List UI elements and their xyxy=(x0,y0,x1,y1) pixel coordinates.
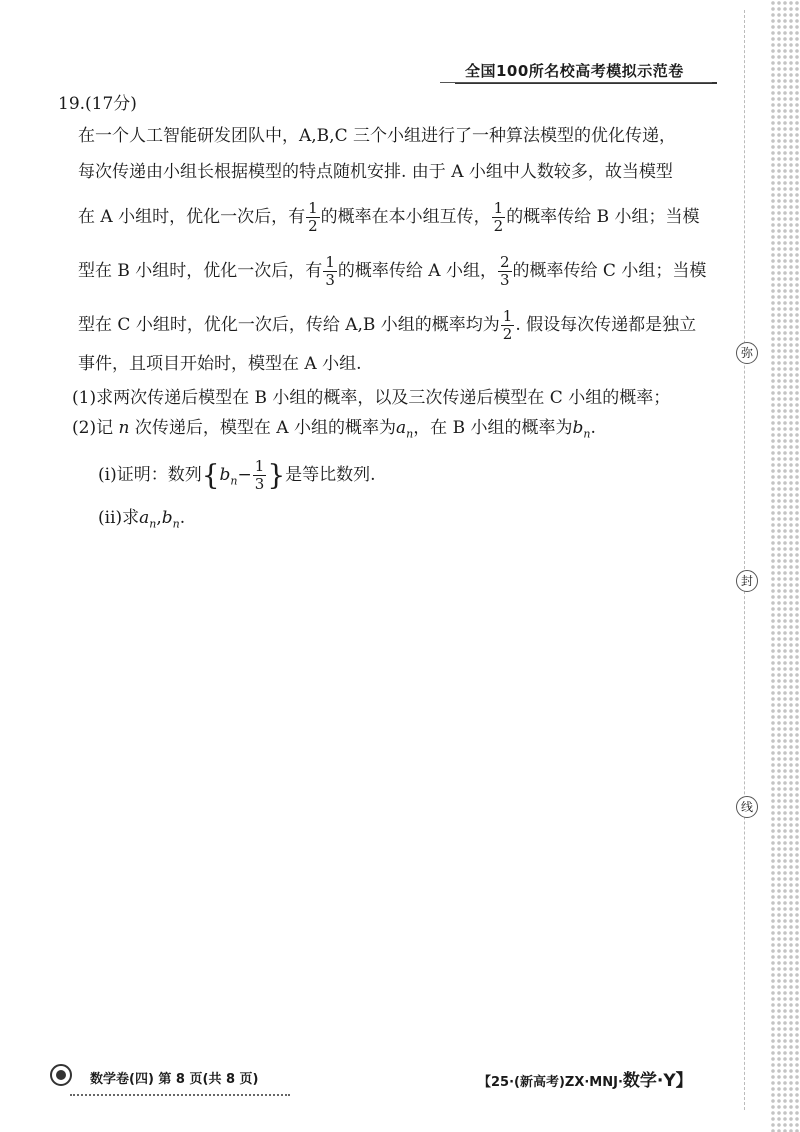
subscript-n: n xyxy=(406,427,414,441)
fraction-numerator: 1 xyxy=(502,307,513,325)
stem-line-6: 事件，且项目开始时，模型在 A 小组. xyxy=(78,354,362,374)
stem-text: (2)记 xyxy=(72,418,114,438)
subscript-n: n xyxy=(149,517,157,531)
question-number: 19.(17分) xyxy=(58,94,137,114)
fraction-numerator: 1 xyxy=(493,199,504,217)
stem-text: ，在 B 小组的概率为 xyxy=(413,418,573,438)
fraction-denominator: 3 xyxy=(254,475,265,493)
stem-line-1: 在一个人工智能研发团队中，A,B,C 三个小组进行了一种算法模型的优化传递， xyxy=(78,126,676,146)
stem-text: (ⅱ)求 xyxy=(98,508,140,528)
minus-sign: − xyxy=(237,465,252,485)
var-b: b xyxy=(219,465,231,485)
brace-left: { xyxy=(201,458,220,492)
stem-line-4 xyxy=(78,254,706,289)
stem-line-2: 每次传递由小组长根据模型的特点随机安排. 由于 A 小组中人数较多，故当模型 xyxy=(78,162,673,182)
stem-text: . 假设每次传递都是独立 xyxy=(515,315,697,335)
binding-dot-strip xyxy=(770,0,800,1132)
part-2 xyxy=(72,416,596,446)
fraction-denominator: 2 xyxy=(308,217,318,235)
stem-text: 的概率传给 C 小组；当模 xyxy=(512,261,707,281)
series-title: 全国100所名校高考模拟示范卷 xyxy=(465,62,684,80)
fraction-denominator: 3 xyxy=(499,271,510,289)
fraction-denominator: 2 xyxy=(502,325,513,343)
fraction-third xyxy=(253,458,267,493)
stem-text: . xyxy=(590,418,596,438)
stem-text: 是等比数列. xyxy=(285,465,376,485)
binding-seal-mi: 弥 xyxy=(736,342,758,364)
fraction-numerator: 1 xyxy=(308,199,318,217)
stem-text: 型在 C 小组时，优化一次后，传给 A,B 小组的概率均为 xyxy=(78,315,500,335)
binding-dashed-line xyxy=(744,10,745,1110)
fraction-denominator: 2 xyxy=(493,217,504,235)
stem-line-5 xyxy=(78,308,696,343)
fraction-numerator: 1 xyxy=(325,253,335,271)
stem-text: 次传递后，模型在 A 小组的概率为 xyxy=(134,418,396,438)
footer-page-info: 数学卷(四) 第 8 页(共 8 页) xyxy=(90,1072,259,1087)
subscript-n: n xyxy=(172,517,180,531)
footer-code xyxy=(478,1066,693,1091)
stem-text: (ⅰ)证明：数列 xyxy=(98,465,202,485)
stem-text: 在 A 小组时，优化一次后，有 xyxy=(78,207,306,227)
fraction-two-thirds xyxy=(498,254,512,289)
stem-text: . xyxy=(179,508,186,528)
var-b: b xyxy=(572,418,584,438)
fraction-half xyxy=(501,308,515,343)
var-b: b xyxy=(161,508,173,528)
stem-text: 型在 B 小组时，优化一次后，有 xyxy=(78,261,323,281)
subpart-ii xyxy=(98,506,185,536)
stem-line-3 xyxy=(78,200,700,235)
var-n: n xyxy=(118,418,130,438)
binding-seal-feng: 封 xyxy=(736,570,758,592)
subscript-n: n xyxy=(583,427,591,441)
fraction-half xyxy=(306,200,320,235)
part-1: (1)求两次传递后模型在 B 小组的概率，以及三次传递后模型在 C 小组的概率； xyxy=(72,388,671,408)
brace-right: } xyxy=(267,458,286,492)
fraction-half xyxy=(492,200,506,235)
stem-text: 的概率在本小组互传， xyxy=(320,207,491,227)
publisher-logo-icon xyxy=(50,1064,72,1086)
subpart-i xyxy=(98,458,376,493)
series-header xyxy=(455,58,717,84)
footer-code-text: 【25·(新高考)ZX·MNJ· xyxy=(478,1075,623,1090)
stem-text: 的概率传给 B 小组；当模 xyxy=(506,207,700,227)
footer-wave-decoration xyxy=(70,1088,290,1096)
binding-seal-xian: 线 xyxy=(736,796,758,818)
fraction-denominator: 3 xyxy=(325,271,335,289)
header-rule xyxy=(440,82,712,83)
fraction-third xyxy=(323,254,337,289)
footer-subject: 数学·Y】 xyxy=(622,1071,693,1091)
comma: , xyxy=(156,508,162,528)
subscript-n: n xyxy=(230,474,238,488)
var-a: a xyxy=(139,508,150,528)
var-a: a xyxy=(395,418,407,438)
fraction-numerator: 1 xyxy=(254,457,265,475)
fraction-numerator: 2 xyxy=(499,253,510,271)
stem-text: 的概率传给 A 小组， xyxy=(337,261,497,281)
